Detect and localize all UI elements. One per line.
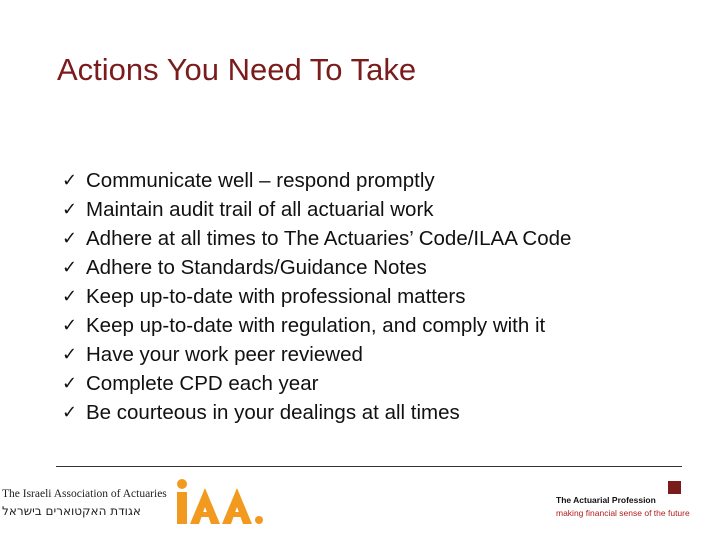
iaa-logo-icon [172,474,272,530]
checkmark-icon: ✓ [62,199,78,220]
checkmark-icon: ✓ [62,286,78,307]
iaa-logo-text: IAA [222,474,224,475]
action-list [62,166,571,427]
list-item [62,224,571,253]
list-item [62,369,571,398]
checkmark-icon: ✓ [62,170,78,191]
list-item [62,311,571,340]
checkmark-icon: ✓ [62,228,78,249]
list-item-text: Complete CPD each year [86,371,319,395]
list-item [62,398,571,427]
iaa-name-english: The Israeli Association of Actuaries [2,488,167,500]
list-item-text: Communicate well – respond promptly [86,168,435,192]
iaa-name-block [2,488,170,518]
list-item-text: Adhere to Standards/Guidance Notes [86,255,427,279]
list-item-text: Keep up-to-date with regulation, and comply with it [86,313,546,337]
list-item [62,340,571,369]
list-item [62,253,571,282]
brand-square-icon [668,481,681,494]
checkmark-icon: ✓ [62,257,78,278]
list-item-text: Adhere at all times to The Actuaries’ Code/ILAA Code [86,226,572,250]
checkmark-icon: ✓ [62,344,78,365]
slide-title: Actions You Need To Take [57,52,417,87]
checkmark-icon: ✓ [62,402,78,423]
checkmark-icon: ✓ [62,373,78,394]
list-item [62,166,571,195]
checkmark-icon: ✓ [62,315,78,336]
footer-divider [56,466,682,467]
ap-name: The Actuarial Profession [556,495,656,505]
list-item [62,195,571,224]
iaa-name-hebrew: אגודת האקטוארים בישראל [2,504,141,518]
list-item-text: Maintain audit trail of all actuarial work [86,197,434,221]
list-item-text: Be courteous in your dealings at all times [86,400,460,424]
list-item-text: Keep up-to-date with professional matters [86,284,466,308]
list-item [62,282,571,311]
ap-tagline: making financial sense of the future [556,508,690,518]
list-item-text: Have your work peer reviewed [86,342,363,366]
